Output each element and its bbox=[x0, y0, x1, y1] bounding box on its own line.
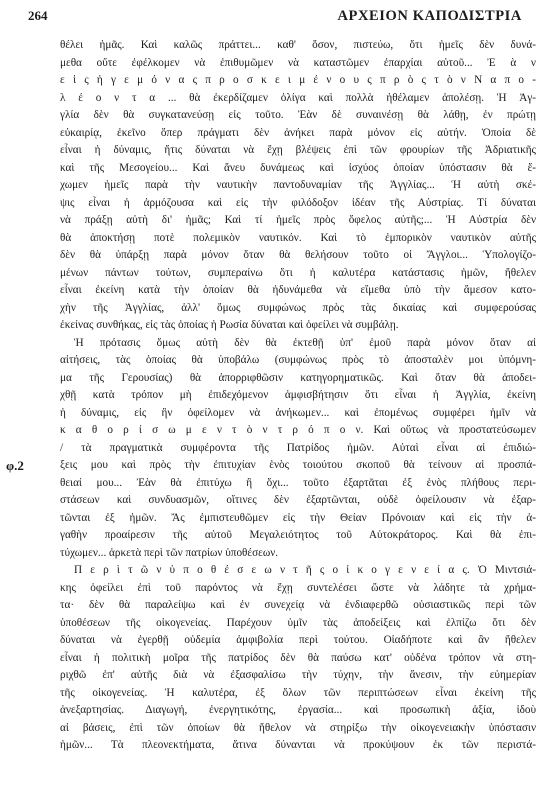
text-line: Ἡ πρότασις ὅμως αὐτὴ δὲν θὰ ἐκτεθῇ ὑπ' ἐμοῦ παρὰ μόνον ὅταν αἱ bbox=[74, 336, 536, 349]
text-line: ξεις μου καὶ πρὸς τὴν ἐπιτυχίαν ἑνὸς τοιούτου σκοποῦ θὰ τείνουν αἱ προσπά- bbox=[60, 459, 536, 471]
text-line: αἱ βάσεις, ἐπὶ τῶν ὁποίων θὰ ἤθελον νὰ στηρίξω τὴν οἰκογενειακὴν ὑπόστασιν bbox=[60, 721, 536, 734]
text-line: ὑποθέσεων τῆς οἰκογενείας. Παρέχουν ὑμῖν τὰς ἀποδείξεις καὶ ἐλπίζω ὅτι δὲν bbox=[60, 616, 536, 629]
text-line: καὶ τῆς Μεσογείου... Καὶ ἄνευ δυνάμεως καὶ ἰσχύος ὁποίαν ὑπόστασιν θὰ ἔ- bbox=[60, 161, 536, 174]
text-line: θειαί μου... Ἐὰν θὰ ἐπιτύχω ἢ ὄχι... τοῦτο ἐξαρτᾶται ἐξ ἑνὸς πλήθους περι- bbox=[60, 476, 536, 489]
text-line: μένων πάντων τούτων, συμπεραίνω ὅτι ἡ καλυτέρα κατάστασις ἡμῶν, ἤθελεν bbox=[60, 266, 536, 279]
text-line: ἐκείνας συνθήκας, εἰς τὰς ὁποίας ἡ Ρωσία δύναται καὶ ὀφείλει νὰ συμβάλῃ. bbox=[60, 319, 399, 331]
text-line: γαθὴν προαίρεσιν τῆς αὐτοῦ Μεγαλειότητος τοῦ Αὐτοκράτορος. Καὶ θὰ ἐπι- bbox=[60, 529, 536, 541]
text-line: στάσεων καὶ συνδυασμῶν, οἵτινες δὲν ἐξαρτῶνται, οὐδὲ ὀφείλουσιν νὰ ἐξαρ- bbox=[60, 494, 536, 506]
text-line: ριχθῶ ἐπ' αὐτῆς διὰ νὰ ἐξασφαλίσω τὴν τύχην, τὴν ἄνεσιν, τὴν εὐημερίαν bbox=[60, 669, 536, 681]
text-line: χθῇ κατὰ τρόπον μὴ ἐπιδεχόμενον ἀμφισβήτησιν ὅτι εἶναι ἡ Ἀγγλία, ἐκείνη bbox=[60, 389, 536, 401]
folio-margin-note: φ.2 bbox=[6, 458, 24, 473]
text-line: μεθα οὔτε ἐφέλκομεν νὰ ἐπιθυμῶμεν νὰ καταστῶμεν ἐπαρχίαι αὐτοῦ... Ἐ ὰ ν bbox=[60, 56, 536, 69]
text-line: τύχωμεν... ἀρκετὰ περὶ τῶν πατρίων ὑποθέσεων. bbox=[60, 546, 279, 559]
text-line: Π ε ρ ὶ τ ῶ ν ὑ π ο θ έ σ ε ω ν τ ῆ ς ο ἰ κ ο γ ε ν ε ί α ς. Ὁ Μιντσιά- bbox=[74, 564, 536, 576]
text-line: ἀνεξαρτησίας. Διαγωγή, ἐνεργητικότης, ἐργασία... καὶ προσωπικὴ ἀξία, ἰδοὺ bbox=[60, 704, 536, 716]
text-line: χωμεν ἡμεῖς παρὰ τὴν ναυτικὴν παντοδυναμίαν τῆς Ἀγγλίας... Ἡ αὐτὴ σκέ- bbox=[60, 179, 536, 191]
body-text bbox=[60, 37, 536, 755]
text-line: αἰτήσεις, τὰς ὁποίας θὰ ὑποβάλω (συμφώνως πρὸς τὸ ἀποσταλὲν μοι ὑπόμνη- bbox=[60, 354, 536, 366]
text-line: τῶνται ἐξ ἡμῶν. Ἄς ἐμπιστευθῶμεν εἰς τὴν Θείαν Πρόνοιαν καὶ εἰς τὴν ἀ- bbox=[60, 511, 536, 524]
text-line: εἶναι ἐκείνη κατὰ τὴν ὁποίαν θὰ ἠδυνάμεθα νὰ εἴμεθα ὑπὸ τὴν ἄμεσον κατο- bbox=[60, 284, 536, 296]
text-line: λ έ ο ν τ α ... θὰ ἐκερδίζαμεν ὀλίγα καὶ πολλὰ ἠθέλαμεν ἀπολέσῃ. Ἡ Ἀγ- bbox=[60, 91, 536, 104]
text-line: μα τῆς Γερουσίας) θὰ ἀπορριφθῶσιν κατηγορηματικῶς. Καὶ ὅταν θὰ ἀποδει- bbox=[60, 371, 536, 384]
text-line: χὴν τῆς Ἀγγλίας, ἀλλ' ὅμως συμφώνως πρὸς τὰς δικαίας καὶ συμφερούσας bbox=[60, 301, 536, 314]
text-line: τα· δὲν θὰ παραλείψω καὶ ἐν συνεχείᾳ νὰ ἐνδιαφερθῶ οὐσιαστικῶς περὶ τῶν bbox=[60, 599, 536, 611]
text-line: γλία δὲν θὰ συγκατανεύσῃ εἰς τοῦτο. Ἐὰν δὲ συναινέσῃ θὰ λάθῃ, ἐν πρώτῃ bbox=[60, 109, 536, 121]
page-header bbox=[28, 8, 522, 28]
text-line: δὲν θὰ ὑπάρξῃ παρὰ μόνον ὅταν θὰ θελήσουν τοῦτο οἱ Ἄγγλοι... Ὑπολογίζο- bbox=[60, 249, 536, 261]
text-line: ἡ δύναμις, εἰς ἣν ὀφείλομεν νὰ ἀνήκωμεν... καὶ ἐπομένως συμφέρει ἡμῖν νὰ bbox=[60, 406, 536, 419]
text-line: ἡμῶν... Τὰ πλεονεκτήματα, ἅτινα δύνανται νὰ προκύψουν ἐκ τῶν περιστά- bbox=[60, 739, 536, 751]
text-line: ψις εἶναι ἡ ἁρμόζουσα καὶ εἰς τὴν φιλόδοξον ἰδέαν τῆς Αὐστρίας. Τί δύναται bbox=[60, 196, 536, 209]
page-number: 264 bbox=[28, 8, 48, 23]
text-line: εἶναι ἡ πολιτικὴ μοῖρα τῆς πατρίδος δὲν θὰ παύσω κατ' οὐδένα τρόπον νὰ στη- bbox=[60, 651, 536, 664]
text-line: νὰ πράξῃ αὐτὴ δι' ἡμᾶς; Καὶ τί ἡμεῖς πρὸς ὄφελος αὐτῆς;... Ἡ Αὐστρία δὲν bbox=[60, 214, 536, 226]
text-line: εὐκαιρίᾳ, ἐκεῖνο ὅπερ πράγματι δὲν ἀνήκει παρὰ μόνον εἰς αὐτήν. Ὁποία δὲ bbox=[60, 126, 536, 139]
text-line: τῆς οἰκογενείας. Ἡ καλυτέρα, ἐξ ὅλων τῶν περιπτώσεων εἶναι ἐκείνη τῆς bbox=[60, 686, 536, 699]
running-head: ΑΡΧΕΙΟΝ ΚΑΠΟΔΙΣΤΡΙΑ bbox=[337, 8, 522, 24]
text-line: ε ἰ ς ἡ γ ε μ ό ν α ς π ρ ο σ κ ε ι μ έ ν ο υ ς π ρ ὸ ς τ ὸ ν Ν α π ο - bbox=[60, 74, 536, 86]
text-line: θέλει ἡμᾶς. Καὶ καλῶς πράττει... καθ' ὅσον, πιστεύω, ὅτι ἡμεῖς δὲν δυνά- bbox=[60, 39, 536, 51]
text-line: θὰ ἀποκτήσῃ ποτὲ πολεμικὸν ναυτικόν. Καὶ τὸ ἐμπορικὸν ναυτικὸν αὐτῆς bbox=[60, 231, 536, 244]
text-line: κ α θ ο ρ ί σ ω μ ε ν τ ὸ ν τ ρ ό π ο ν. Καὶ οὕτως νὰ προστατεύσωμεν bbox=[60, 424, 536, 436]
text-line: δύναται νὰ ἐγερθῇ οὐδεμία ἀμφιβολία περὶ τούτου. Οἱαδήποτε καὶ ἂν ἤθελεν bbox=[60, 634, 536, 646]
text-line: κης ὀφείλει ἐπὶ τοῦ παρόντος νὰ ἔχῃ συντελέσει ὥστε νὰ λάδητε τὰ χρήμα- bbox=[60, 581, 536, 594]
text-line: εἶναι ἡ δύναμις, ἥτις δύναται νὰ ἔχῃ βλέψεις ἐπὶ τῶν φρουρίων τῆς Ἀδριατικῆς bbox=[60, 144, 536, 156]
text-line: / τὰ πραγματικὰ συμφέροντα τῆς Πατρίδος ἡμῶν. Αὐταὶ εἶναι αἱ ἐπιδιώ- bbox=[60, 441, 536, 454]
